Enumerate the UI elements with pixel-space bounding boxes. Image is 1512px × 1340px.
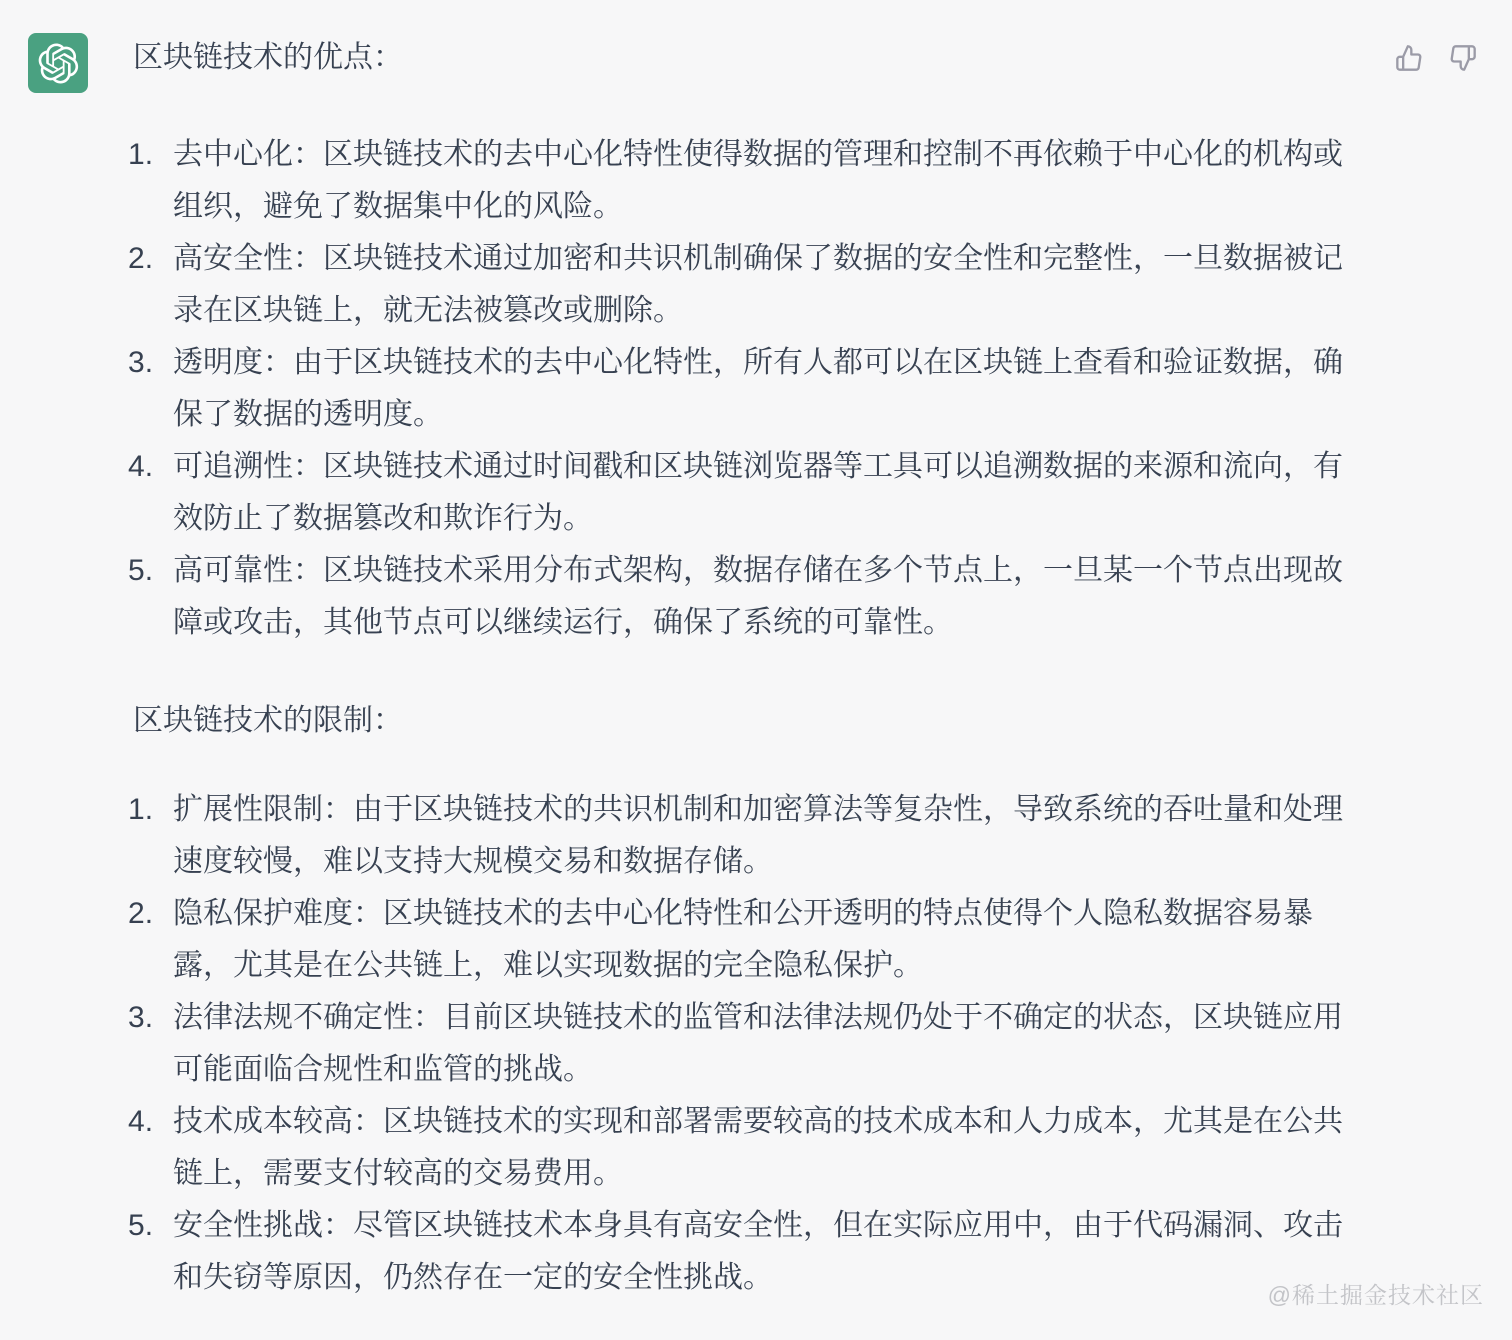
list-item <box>173 129 1365 233</box>
limitations-list <box>133 784 1365 1304</box>
list-item-text: 技术成本较高：区块链技术的实现和部署需要较高的技术成本和人力成本，尤其是在公共链上，需要支付较高的交易费用。 <box>173 1105 1343 1190</box>
list-item-text: 安全性挑战：尽管区块链技术本身具有高安全性，但在实际应用中，由于代码漏洞、攻击和失窃等原因，仍然存在一定的安全性挑战。 <box>173 1209 1343 1294</box>
list-item <box>173 784 1365 888</box>
section-heading-limitations: 区块链技术的限制： <box>133 704 403 737</box>
list-item <box>173 233 1365 337</box>
list-item-text: 高可靠性：区块链技术采用分布式架构，数据存储在多个节点上，一旦某一个节点出现故障或攻击，其他节点可以继续运行，确保了系统的可靠性。 <box>173 554 1343 639</box>
thumbs-down-icon <box>1449 44 1477 72</box>
list-item-text: 透明度：由于区块链技术的去中心化特性，所有人都可以在区块链上查看和验证数据，确保了数据的透明度。 <box>173 346 1343 431</box>
list-item <box>173 888 1365 992</box>
list-item-text: 法律法规不确定性：目前区块链技术的监管和法律法规仍处于不确定的状态，区块链应用可能面临合规性和监管的挑战。 <box>173 1001 1343 1086</box>
list-item-text: 扩展性限制：由于区块链技术的共识机制和加密算法等复杂性，导致系统的吞吐量和处理速度较慢，难以支持大规模交易和数据存储。 <box>173 793 1343 878</box>
thumbs-down-button[interactable] <box>1449 44 1477 72</box>
thumbs-up-icon <box>1395 44 1423 72</box>
thumbs-up-button[interactable] <box>1395 44 1423 72</box>
chatgpt-avatar <box>28 33 88 93</box>
list-item-text: 高安全性：区块链技术通过加密和共识机制确保了数据的安全性和完整性，一旦数据被记录在区块链上，就无法被篡改或删除。 <box>173 242 1343 327</box>
advantages-list <box>133 129 1365 649</box>
openai-logo-icon <box>38 43 79 84</box>
list-item-text: 去中心化：区块链技术的去中心化特性使得数据的管理和控制不再依赖于中心化的机构或组织，避免了数据集中化的风险。 <box>173 138 1343 223</box>
list-item <box>173 1096 1365 1200</box>
watermark: @稀土掘金技术社区 <box>1267 1282 1484 1308</box>
list-item-text: 隐私保护难度：区块链技术的去中心化特性和公开透明的特点使得个人隐私数据容易暴露，尤其是在公共链上，难以实现数据的完全隐私保护。 <box>173 897 1313 982</box>
list-item <box>173 337 1365 441</box>
list-item <box>173 1200 1365 1304</box>
list-item <box>173 441 1365 545</box>
list-item-text: 可追溯性：区块链技术通过时间戳和区块链浏览器等工具可以追溯数据的来源和流向，有效防止了数据篡改和欺诈行为。 <box>173 450 1343 535</box>
section-heading-advantages: 区块链技术的优点： <box>133 41 403 74</box>
list-item <box>173 992 1365 1096</box>
list-item <box>173 545 1365 649</box>
message-content <box>133 0 1365 1304</box>
feedback-actions <box>1395 44 1477 72</box>
